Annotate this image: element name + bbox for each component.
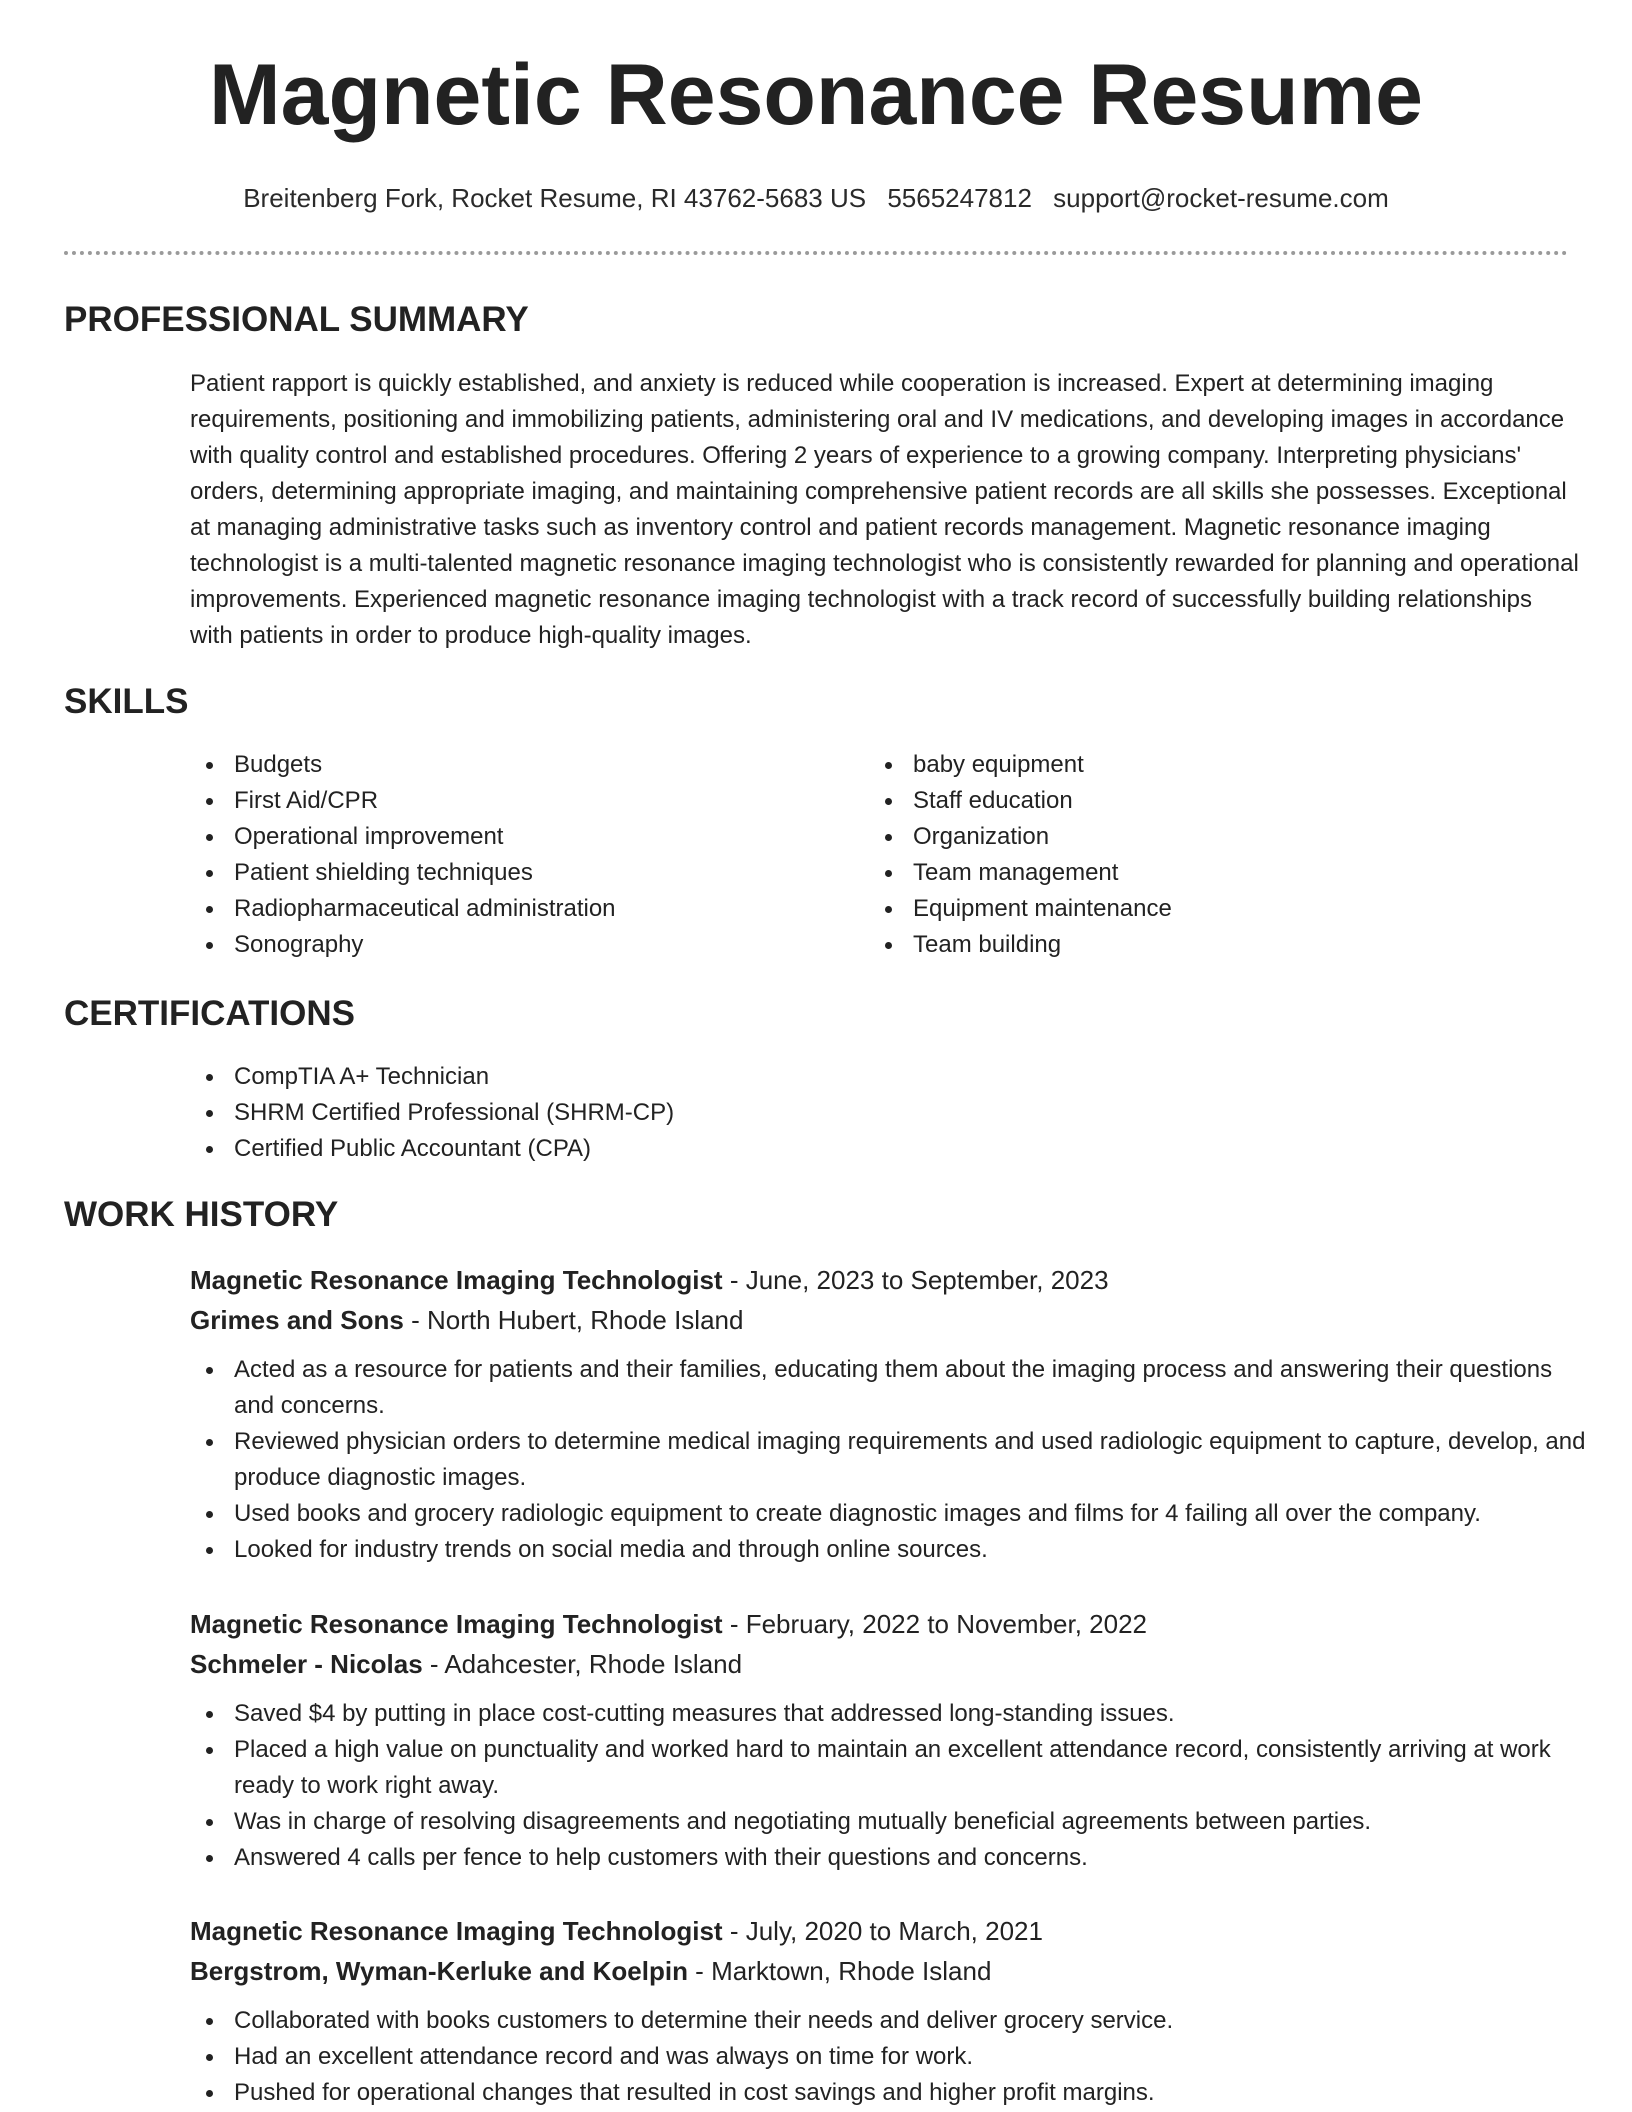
resume-title: Magnetic Resonance Resume bbox=[209, 47, 1423, 143]
job-duty: Looked for industry trends on social media and through online sources. bbox=[190, 1532, 1590, 1568]
job-entry bbox=[190, 1260, 1590, 1568]
job-duty: Placed a high value on punctuality and worked hard to maintain an excellent attendance record, consistently arriving at work ready to work right away. bbox=[190, 1732, 1590, 1804]
job-title-line bbox=[190, 1911, 1590, 1951]
job-title-line bbox=[190, 1604, 1590, 1644]
skills-list-right bbox=[869, 747, 1172, 963]
job-duty: Saved $4 by putting in place cost-cutting measures that addressed long-standing issues. bbox=[190, 1696, 1590, 1732]
skill-item: Sonography bbox=[190, 927, 616, 963]
skills-list-left bbox=[190, 747, 616, 963]
job-separator: - bbox=[722, 1609, 746, 1639]
job-duty: Was in charge of resolving disagreements and negotiating mutually beneficial agreements between parties. bbox=[190, 1804, 1590, 1840]
skill-item: Equipment maintenance bbox=[869, 891, 1172, 927]
job-duty: Had an excellent attendance record and was always on time for work. bbox=[190, 2039, 1590, 2075]
summary-heading: PROFESSIONAL SUMMARY bbox=[64, 300, 529, 339]
job-company-line bbox=[190, 1644, 1590, 1684]
contact-email: support@rocket-resume.com bbox=[1053, 183, 1389, 213]
summary-text: Patient rapport is quickly established, and anxiety is reduced while cooperation is increased. Expert at determining imaging requirements, positioning and immobilizing patients, administering oral and IV medications, and developing images in accordance with quality control and established procedures. Offering 2 years of experience to a growing company. Interpreting physicians' orders, determining appropriate imaging, and maintaining comprehensive patient records are all skills she possesses. Exceptional at managing administrative tasks such as inventory control and patient records management. Magnetic resonance imaging technologist is a multi-talented magnetic resonance imaging technologist who is consistently rewarded for planning and operational improvements. Experienced magnetic resonance imaging technologist with a track record of successfully building relationships with patients in order to produce high-quality images. bbox=[190, 370, 1579, 649]
job-duties-list bbox=[190, 1696, 1590, 1876]
skill-item: Patient shielding techniques bbox=[190, 855, 616, 891]
job-dates: June, 2023 to September, 2023 bbox=[745, 1265, 1109, 1295]
job-entry bbox=[190, 1604, 1590, 1876]
job-entry bbox=[190, 1911, 1590, 2111]
job-title: Magnetic Resonance Imaging Technologist bbox=[190, 1265, 723, 1295]
skill-item: Operational improvement bbox=[190, 819, 616, 855]
header-divider bbox=[64, 251, 1568, 255]
contact-line bbox=[0, 183, 1632, 213]
job-dates: July, 2020 to March, 2021 bbox=[745, 1916, 1043, 1946]
certification-item: Certified Public Accountant (CPA) bbox=[190, 1131, 674, 1167]
job-company-line bbox=[190, 1300, 1590, 1340]
skills-heading: SKILLS bbox=[64, 682, 189, 721]
skill-item: Team management bbox=[869, 855, 1172, 891]
job-separator: - bbox=[687, 1956, 712, 1986]
job-title-line bbox=[190, 1260, 1590, 1300]
job-company-line bbox=[190, 1951, 1590, 1991]
skill-item: baby equipment bbox=[869, 747, 1172, 783]
skill-item: First Aid/CPR bbox=[190, 783, 616, 819]
job-duty: Used books and grocery radiologic equipment to create diagnostic images and films for 4 failing all over the company. bbox=[190, 1496, 1590, 1532]
skill-item: Organization bbox=[869, 819, 1172, 855]
job-duty: Answered 4 calls per fence to help customers with their questions and concerns. bbox=[190, 1840, 1590, 1876]
job-location: North Hubert, Rhode Island bbox=[426, 1305, 744, 1335]
job-location: Marktown, Rhode Island bbox=[711, 1956, 992, 1986]
job-company: Schmeler - Nicolas bbox=[190, 1649, 423, 1679]
job-title: Magnetic Resonance Imaging Technologist bbox=[190, 1916, 723, 1946]
job-separator: - bbox=[722, 1265, 746, 1295]
job-duty: Acted as a resource for patients and their families, educating them about the imaging process and answering their questions and concerns. bbox=[190, 1352, 1590, 1424]
job-location: Adahcester, Rhode Island bbox=[444, 1649, 743, 1679]
job-duty: Reviewed physician orders to determine medical imaging requirements and used radiologic equipment to capture, develop, and produce diagnostic images. bbox=[190, 1424, 1590, 1496]
work-history-heading: WORK HISTORY bbox=[64, 1195, 339, 1234]
job-duty: Collaborated with books customers to determine their needs and deliver grocery service. bbox=[190, 2003, 1590, 2039]
contact-address: Breitenberg Fork, Rocket Resume, RI 43762-5683 US bbox=[243, 183, 867, 213]
job-duties-list bbox=[190, 2003, 1590, 2111]
skill-item: Staff education bbox=[869, 783, 1172, 819]
job-company: Grimes and Sons bbox=[190, 1305, 404, 1335]
certifications-list bbox=[190, 1059, 674, 1167]
job-separator: - bbox=[722, 1916, 746, 1946]
certifications-heading: CERTIFICATIONS bbox=[64, 994, 356, 1033]
job-title: Magnetic Resonance Imaging Technologist bbox=[190, 1609, 723, 1639]
job-separator: - bbox=[403, 1305, 427, 1335]
job-separator: - bbox=[422, 1649, 445, 1679]
job-company: Bergstrom, Wyman-Kerluke and Koelpin bbox=[190, 1956, 688, 1986]
contact-phone: 5565247812 bbox=[887, 183, 1032, 213]
job-duties-list bbox=[190, 1352, 1590, 1568]
job-dates: February, 2022 to November, 2022 bbox=[745, 1609, 1148, 1639]
certification-item: CompTIA A+ Technician bbox=[190, 1059, 674, 1095]
skill-item: Team building bbox=[869, 927, 1172, 963]
certification-item: SHRM Certified Professional (SHRM-CP) bbox=[190, 1095, 674, 1131]
skill-item: Budgets bbox=[190, 747, 616, 783]
skill-item: Radiopharmaceutical administration bbox=[190, 891, 616, 927]
job-duty: Pushed for operational changes that resulted in cost savings and higher profit margins. bbox=[190, 2075, 1590, 2111]
